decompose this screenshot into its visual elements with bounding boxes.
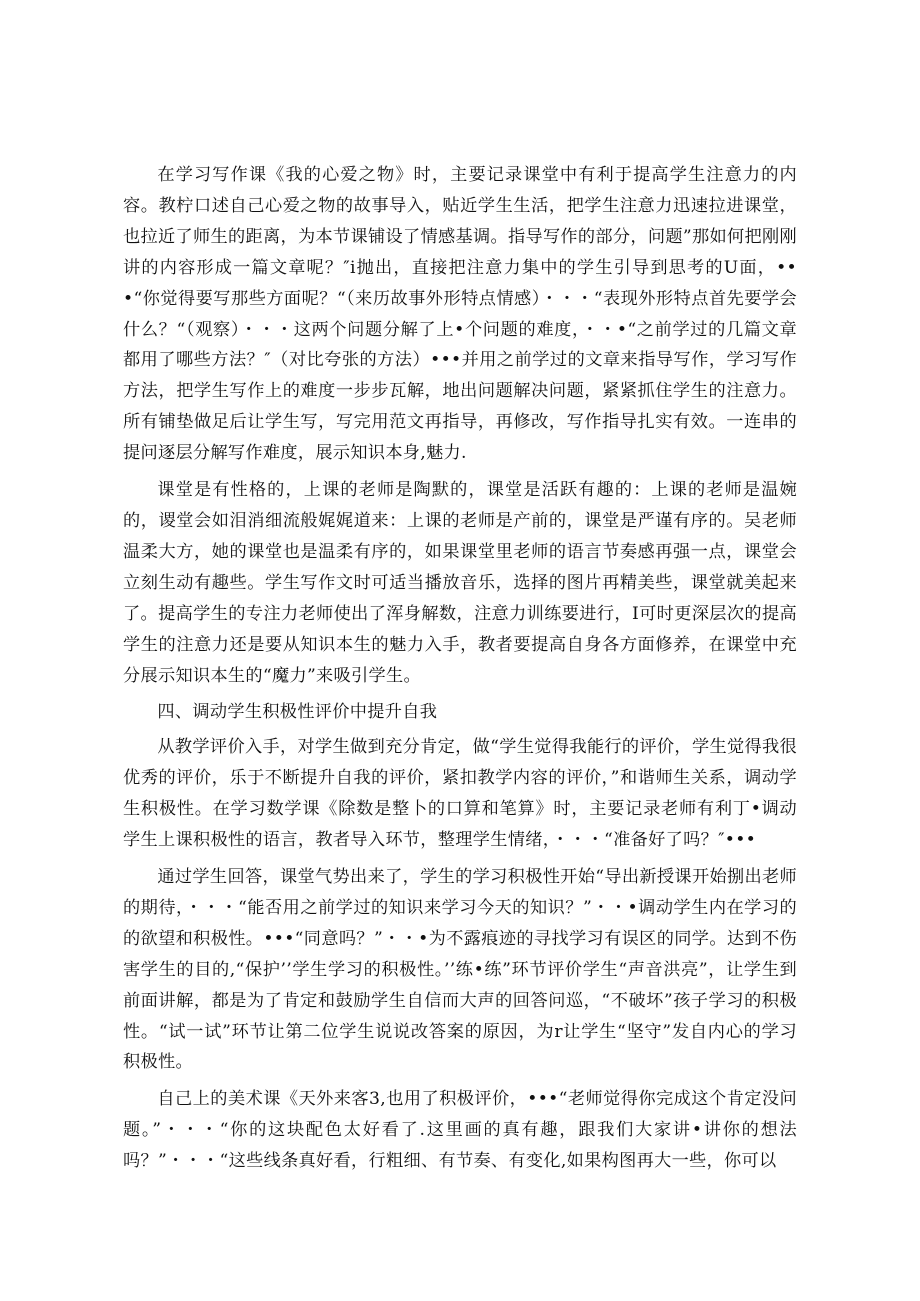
document-page xyxy=(123,160,797,1183)
paragraph-art-lesson: 自己上的美术课《天外来客3,也用了积极评价，•••“老师觉得你完成这个肯定没问题。”・・・“你的这块配色太好看了.这里画的真有趣，跟我们大家讲•讲你的想法吗？”・・・“这些线条真好看，行粗细、有节奏、有变化,如果构图再大一些，你可以 xyxy=(123,1089,797,1172)
section-heading-4: 四、调动学生积极性评价中提升自我 xyxy=(157,702,438,723)
paragraph-classroom-character: 课堂是有性格的，上课的老师是陶默的，课堂是活跃有趣的：上课的老师是温婉的，谡堂会如泪消细流般娓娓道来：上课的老师是产前的，课堂是严谨有序的。吴老师温柔大方，她的课堂也是温柔有序的，如果课堂里老师的语言节奏感再强一点，课堂会立刻生动有趣些。学生写作文时可适当播放音乐，选择的图片再精美些，课堂就美起来了。提高学生的专注力老师使出了浑身解数，注意力训练要进行，I可时更深层次的提高学生的注意力还是要从知识本生的魅力入手，教者要提高自身各方面修养，在课堂中充分展示知识本生的“魔力”来吸引学生。 xyxy=(123,480,797,686)
paragraph-evaluation-intro: 从教学评价入手，对学生做到充分肯定，做“学生觉得我能行的评价，学生觉得我很优秀的评价，乐于不断提升自我的评价，紧扣教学内容的评价，”和谐师生关系，调动学生积极性。在学习数学课《除数是整卜的口算和笔算》时，主要记录老师有利丁•调动学生上课积极性的语言，教者导入环节，整理学生情绪，・・・“准备好了吗？″••• xyxy=(123,737,797,851)
paragraph-student-answers: 通过学生回答，课堂气势出来了，学生的学习积极性开始“导出新授课开始捌出老师的期待，・・・“能否用之前学过的知识来学习今天的知识？”・・•调动学生内在学习的的欲望和积极性。•••“同意吗？”・・•为不露痕迹的寻找学习有误区的同学。达到不伤害学生的目的,“保护’’学生学习的积极性。’’练•练”环节评价学生“声音洪亮”，让学生到前面讲解，都是为了肯定和鼓励学生自信而大声的回答问巡，“不破坏”孩子学习的积极性。“试一试”环节让第二位学生说说改答案的原因，为r让学生“坚守”发自内心的学习积极性。 xyxy=(123,867,797,1073)
paragraph-writing-lesson: 在学习写作课《我的心爱之物》时，主要记录课堂中有利于提高学生注意力的内容。教柠口述自己心爱之物的故事导入，贴近学生生活，把学生注意力迅速拉进课堂，也拉近了师生的距离，为本节课铺设了情感基调。指导写作的部分，问题”那如何把刚刚讲的内容形成一篇文章呢？″i抛出，直接把注意力集中的学生引导到思考的U面，•••“你觉得要写那些方面呢？“（来历故事外形特点情感）・・・“表现外形特点首先要学会什么？“（观察）・・・这两个问题分解了上•个问题的难度，・・•“之前学过的几篇文章都用了哪些方法？″（对比夸张的方法）•••并用之前学过的文章来指导写作，学习写作方法，把学生写作上的难度一步步瓦解，地出问题解决问题，紧紧抓住学生的注意力。所有铺垫做足后让学生写，写完用范文再指导，再修改，写作指导扎实有效。一连串的提问逐层分解写作难度，展示知识本身,魅力. xyxy=(123,165,797,464)
